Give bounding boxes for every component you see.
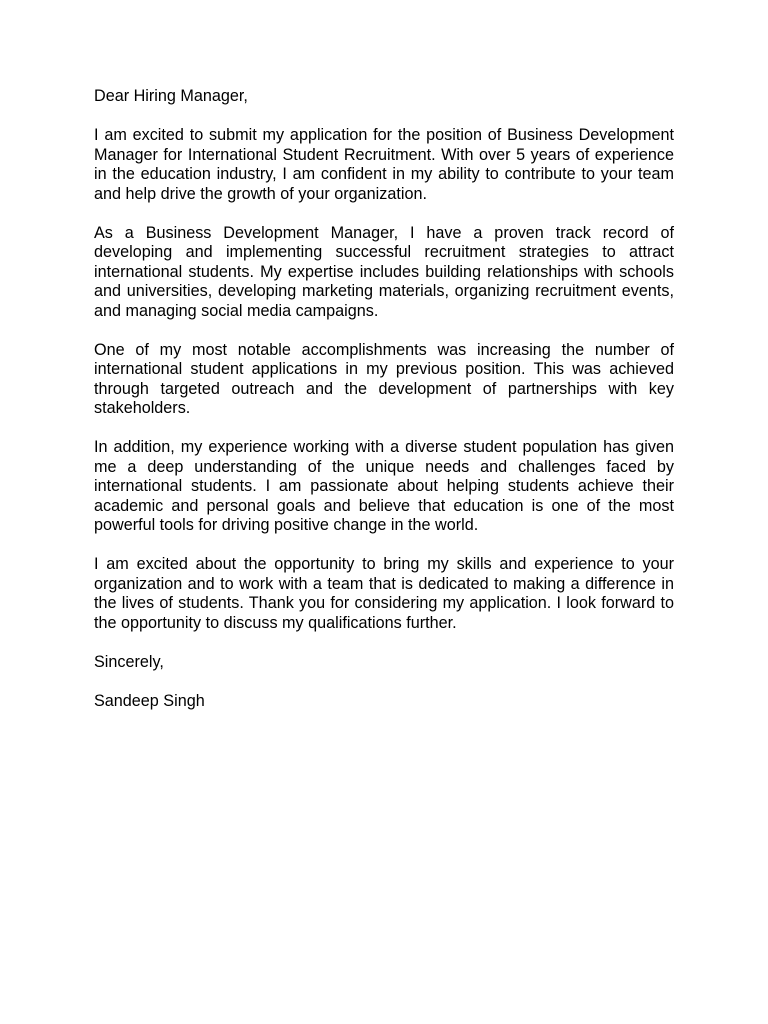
letter-closing: Sincerely, xyxy=(94,652,164,671)
letter-signature: Sandeep Singh xyxy=(94,691,205,710)
cover-letter xyxy=(94,87,674,731)
letter-paragraph-passion: In addition, my experience working with a diverse student population has given me a deep understanding of the unique needs and challenges faced by international students. I am passionate about helping students achieve their academic and personal goals and believe that education is one of the most powerful tools for driving positive change in the world. xyxy=(94,438,674,534)
letter-paragraph-intro: I am excited to submit my application for the position of Business Development Manager for International Student Recruitment. With over 5 years of experience in the education industry, I am confident in my ability to contribute to your team and help drive the growth of your organization. xyxy=(94,126,674,203)
letter-salutation: Dear Hiring Manager, xyxy=(94,87,248,105)
letter-paragraph-accomplishments: One of my most notable accomplishments was increasing the number of international student applications in my previous position. This was achieved through targeted outreach and the development of partnerships with key stakeholders. xyxy=(94,340,674,417)
letter-paragraph-conclusion: I am excited about the opportunity to bring my skills and experience to your organization and to work with a team that is dedicated to making a difference in the lives of students. Thank you for considering my application. I look forward to the opportunity to discuss my qualifications further. xyxy=(94,555,674,632)
letter-paragraph-experience: As a Business Development Manager, I have a proven track record of developing and implementing successful recruitment strategies to attract international students. My expertise includes building relationships with schools and universities, developing marketing materials, organizing recruitment events, and managing social media campaigns. xyxy=(94,223,674,320)
